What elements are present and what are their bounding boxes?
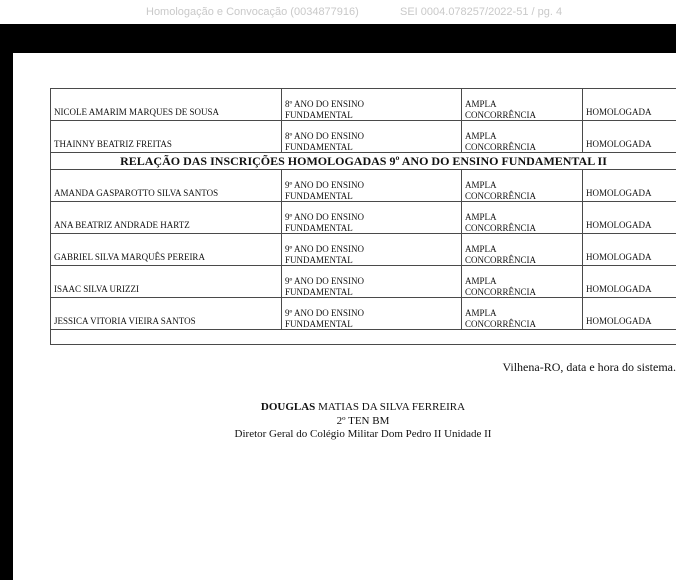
status-cell: HOMOLOGADA	[583, 234, 676, 266]
status-cell: HOMOLOGADA	[583, 121, 676, 153]
signatory-name	[50, 401, 676, 415]
candidate-name: AMANDA GASPAROTTO SILVA SANTOS	[51, 170, 282, 202]
section-heading: RELAÇÃO DAS INSCRIÇÕES HOMOLOGADAS 9º ANO DO ENSINO FUNDAMENTAL II	[51, 153, 676, 170]
category-line: CONCORRÊNCIA	[465, 222, 537, 233]
process-reference: SEI 0004.078257/2022-51 / pg. 4	[400, 6, 563, 18]
category-cell	[462, 202, 583, 234]
section-heading-row	[51, 153, 676, 170]
category-line: AMPLA	[465, 308, 497, 318]
grade-line: 9º ANO DO ENSINO	[285, 180, 365, 190]
grade-cell	[282, 121, 462, 153]
candidate-name: GABRIEL SILVA MARQUÊS PEREIRA	[51, 234, 282, 266]
signature-block	[50, 401, 676, 442]
status-cell: HOMOLOGADA	[583, 298, 676, 330]
grade-line: FUNDAMENTAL	[285, 286, 353, 297]
table-row	[51, 170, 676, 202]
category-cell	[462, 266, 583, 298]
candidate-name: NICOLE AMARIM MARQUES DE SOUSA	[51, 89, 282, 121]
document-page	[13, 53, 676, 580]
category-line: AMPLA	[465, 244, 497, 254]
grade-cell	[282, 234, 462, 266]
category-line: AMPLA	[465, 276, 497, 286]
place-date: Vilhena-RO, data e hora do sistema.	[502, 360, 676, 374]
grade-cell	[282, 298, 462, 330]
grade-line: FUNDAMENTAL	[285, 222, 353, 233]
grade-line: FUNDAMENTAL	[285, 109, 353, 120]
grade-line: 9º ANO DO ENSINO	[285, 212, 365, 222]
grade-line: FUNDAMENTAL	[285, 254, 353, 265]
category-cell	[462, 234, 583, 266]
category-line: CONCORRÊNCIA	[465, 109, 537, 120]
table-row	[51, 234, 676, 266]
grade-line: 8º ANO DO ENSINO	[285, 99, 365, 109]
table-row	[51, 266, 676, 298]
category-line: AMPLA	[465, 212, 497, 222]
candidate-name: ANA BEATRIZ ANDRADE HARTZ	[51, 202, 282, 234]
grade-line: 9º ANO DO ENSINO	[285, 276, 365, 286]
grade-line: 9º ANO DO ENSINO	[285, 308, 365, 318]
status-cell: HOMOLOGADA	[583, 170, 676, 202]
document-header-bar	[0, 0, 676, 24]
registrations-table	[50, 88, 676, 345]
candidate-name: THAINNY BEATRIZ FREITAS	[51, 121, 282, 153]
category-cell	[462, 298, 583, 330]
status-cell: HOMOLOGADA	[583, 266, 676, 298]
candidate-name: JESSICA VITORIA VIEIRA SANTOS	[51, 298, 282, 330]
category-line: CONCORRÊNCIA	[465, 141, 537, 152]
category-line: AMPLA	[465, 180, 497, 190]
category-line: CONCORRÊNCIA	[465, 190, 537, 201]
category-line: CONCORRÊNCIA	[465, 286, 537, 297]
table-row	[51, 298, 676, 330]
grade-line: 8º ANO DO ENSINO	[285, 131, 365, 141]
blank-cell	[51, 330, 676, 345]
grade-line: FUNDAMENTAL	[285, 190, 353, 201]
signatory-rank: 2º TEN BM	[336, 414, 390, 427]
grade-cell	[282, 170, 462, 202]
grade-line: 9º ANO DO ENSINO	[285, 244, 365, 254]
category-line: AMPLA	[465, 99, 497, 109]
table-row	[51, 202, 676, 234]
grade-line: FUNDAMENTAL	[285, 318, 353, 329]
grade-cell	[282, 202, 462, 234]
grade-cell	[282, 266, 462, 298]
grade-line: FUNDAMENTAL	[285, 141, 353, 152]
status-cell: HOMOLOGADA	[583, 202, 676, 234]
signatory-name-rest: MATIAS DA SILVA FERREIRA	[315, 401, 466, 413]
status-cell: HOMOLOGADA	[583, 89, 676, 121]
signatory-name-bold: DOUGLAS	[260, 401, 316, 413]
category-cell	[462, 89, 583, 121]
blank-row	[51, 330, 676, 345]
category-cell	[462, 170, 583, 202]
table-row	[51, 121, 676, 153]
grade-cell	[282, 89, 462, 121]
document-title: Homologação e Convocação (0034877916)	[146, 6, 359, 18]
category-line: CONCORRÊNCIA	[465, 254, 537, 265]
category-cell	[462, 121, 583, 153]
candidate-name: ISAAC SILVA URIZZI	[51, 266, 282, 298]
signatory-role: Diretor Geral do Colégio Militar Dom Pedro II Unidade II	[234, 428, 492, 440]
category-line: CONCORRÊNCIA	[465, 318, 537, 329]
table-row	[51, 89, 676, 121]
category-line: AMPLA	[465, 131, 497, 141]
